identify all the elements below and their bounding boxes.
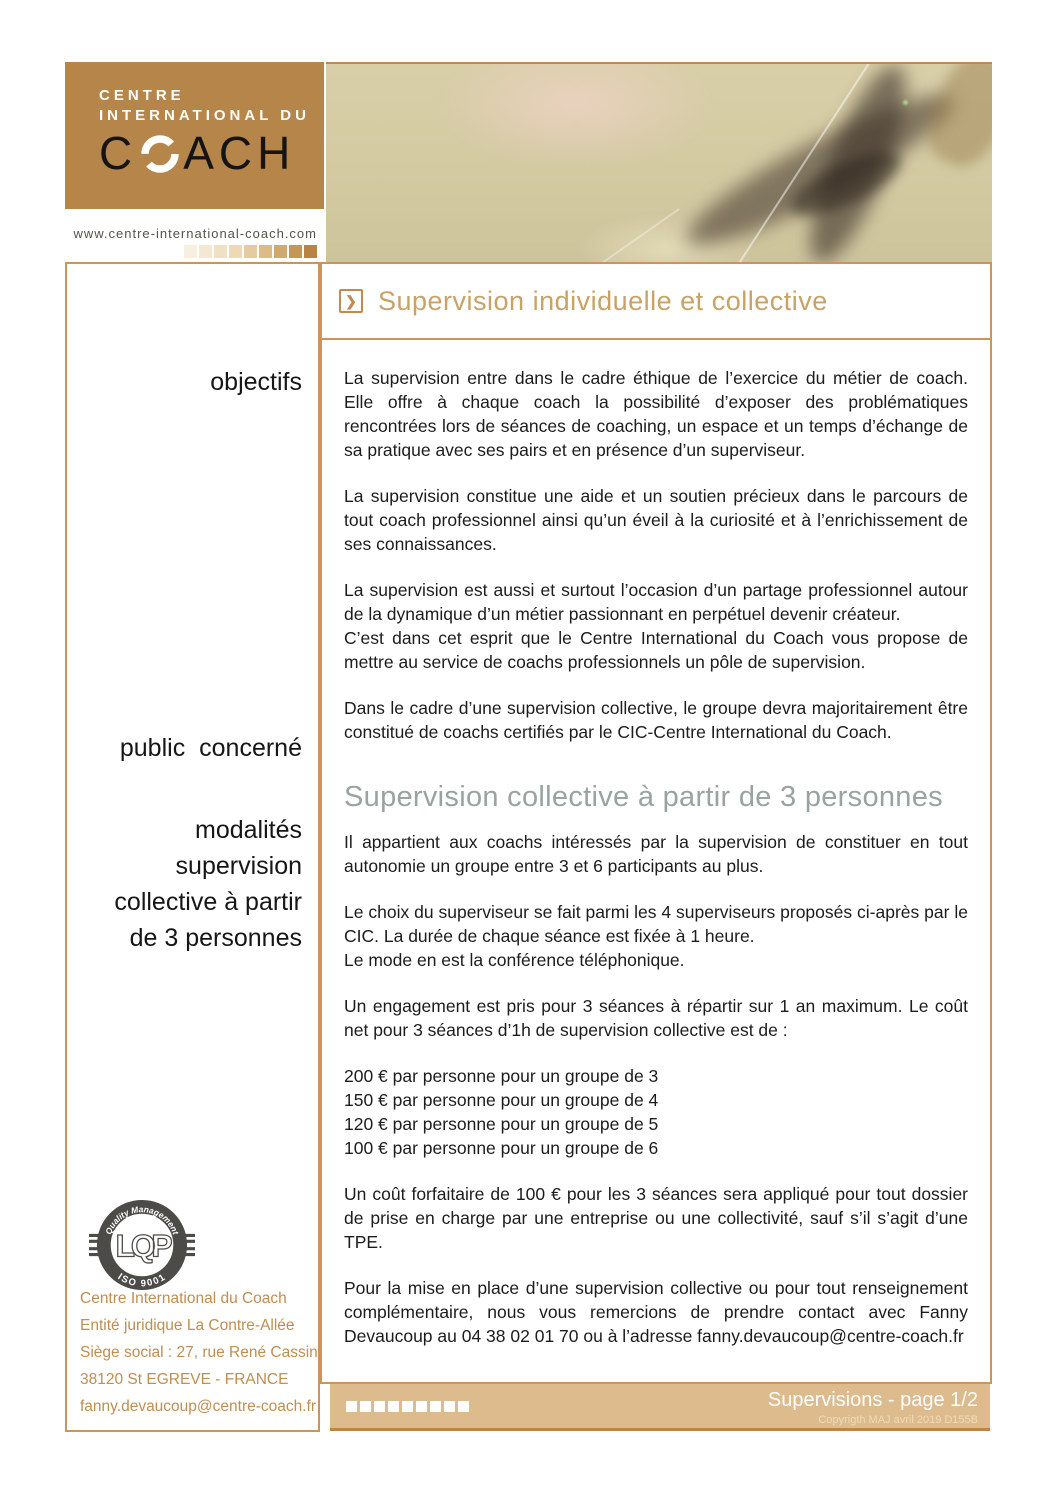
contact-line: Entité juridique La Contre-Allée [80,1317,295,1334]
paragraph-engagement: Un engagement est pris pour 3 séances à répartir sur 1 an maximum. Le coût net pour 3 séances d’1h de supervision collective est de : [344,996,968,1040]
sidebar-label-public-concerne: public concerné [119,734,302,762]
paragraph-objectifs-1: La supervision entre dans le cadre éthique de l’exercice du métier de coach. Elle offre à chaque coach la possibilité d’exposer des problématiques rencontrées lors de séances de coaching, un espace et un temps d’échange de sa pratique avec ses pairs et en présence d’un superviseur. [344,368,968,460]
photo-speck [903,100,908,105]
header-bird-photo [326,62,992,262]
website-strip [65,209,324,258]
badge-arc-top-text: Quality Management [103,1204,181,1236]
contact-email[interactable]: fanny.devaucoup@centre-coach.fr [80,1398,317,1415]
sidebar-label-modalites [114,812,302,956]
copyright-text: Copyrigth MAJ avril 2019 D155B [818,1414,978,1426]
section-heading-supervision-collective: Supervision collective à partir de 3 personnes [344,781,943,813]
paragraph-public-concerne: Dans le cadre d’une supervision collective, le groupe devra majoritairement être constitué de coachs certifiés par le CIC-Centre International du Coach. [344,698,968,742]
paragraph-objectifs-3b: C’est dans cet esprit que le Centre International du Coach vous propose de mettre au service de coachs professionnels un pôle de supervision. [344,628,968,672]
sidebar-label-objectifs: objectifs [210,368,302,396]
paragraph-objectifs-3a: La supervision est aussi et surtout l’occasion d’un partage professionnel autour de la dynamique d’un métier passionnant en perpétuel devenir créateur. [344,580,968,624]
title-row [322,264,990,340]
paragraph-modalites-2b: Le mode en est la conférence téléphonique. [344,950,685,970]
page-number: Supervisions - page 1/2 [767,1389,978,1411]
sidebar [65,262,320,1432]
logo-coach-ach: ACH [183,127,296,179]
price-line: 100 € par personne pour un groupe de 6 [344,1138,659,1158]
contact-block [80,1285,318,1420]
modalites-line: supervision [175,852,302,880]
paragraph-forfait: Un coût forfaitaire de 100 € pour les 3 séances sera appliqué pour tout dossier de prise en charge par une entreprise ou une collectivité, sauf s’il s’agit d’une TPE. [344,1184,968,1252]
contact-line: Siège social : 27, rue René Cassin [80,1344,318,1361]
price-line: 200 € par personne pour un groupe de 3 [344,1066,659,1086]
gradient-squares-decoration [184,245,317,258]
brand-logo [65,62,324,209]
paragraph-modalites-2a: Le choix du superviseur se fait parmi les 4 superviseurs proposés ci-après par le CIC. La durée de chaque séance est fixée à 1 heure. [344,902,968,946]
footer-bar [330,1384,990,1431]
photo-flare [436,62,716,169]
badge-center-text: LQP [115,1227,169,1264]
website-url[interactable]: www.centre-international-coach.com [73,226,317,241]
modalites-line: de 3 personnes [129,924,302,952]
logo-o-icon [139,130,181,176]
contact-line: Centre International du Coach [80,1290,287,1307]
price-list [344,1064,968,1160]
price-line: 150 € par personne pour un groupe de 4 [344,1090,659,1110]
logo-line2: INTERNATIONAL DU [99,107,310,124]
chevron-right-icon: ❯ [339,289,363,313]
main-content-box [320,262,992,1384]
body-text [322,340,990,1348]
price-line: 120 € par personne pour un groupe de 5 [344,1114,659,1134]
paragraph-objectifs-2: La supervision constitue une aide et un soutien précieux dans le parcours de tout coach professionnel ainsi qu’un éveil à la curiosité et à l’enrichissement de ses connaissances. [344,486,968,554]
footer-squares-decoration [346,1401,469,1412]
page-title: Supervision individuelle et collective [378,285,828,316]
modalites-line: collective à partir [114,888,302,916]
modalites-line: modalités [195,816,302,844]
logo-coach-word [99,128,324,178]
paragraph-modalites-1: Il appartient aux coachs intéressés par la supervision de constituer en tout autonomie un groupe entre 3 et 6 participants au plus. [344,832,968,876]
logo-line1: CENTRE [99,87,185,104]
contact-line: 38120 St EGREVE - FRANCE [80,1371,289,1388]
badge-arc-bottom-text: ISO 9001 [115,1271,169,1290]
iso-9001-badge-icon [89,1192,195,1298]
paragraph-contact-info: Pour la mise en place d’une supervision collective ou pour tout renseignement complémentaire, nous vous remercions de prendre contact avec Fanny Devaucoup au 04 38 02 01 70 ou à l’adresse fanny.devaucoup@centre-coach.fr [344,1278,968,1346]
logo-coach-c: C [99,127,138,179]
